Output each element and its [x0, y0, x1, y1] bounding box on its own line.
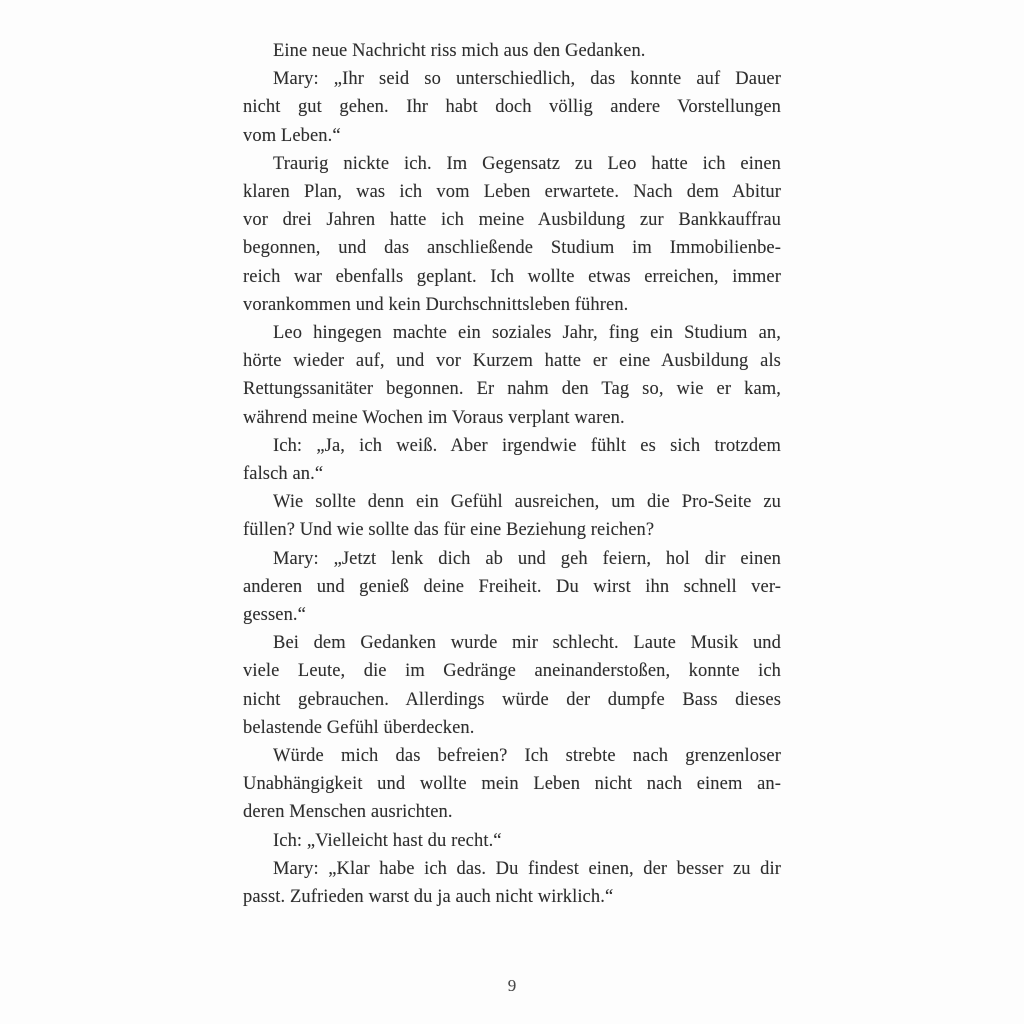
text-line: füllen? Und wie sollte das für eine Beziehung reichen?: [243, 520, 655, 541]
text-line: begonnen, und das anschließende Studium im Immobilienbe-: [243, 238, 781, 259]
text-line: Mary: „Jetzt lenk dich ab und geh feiern, hol dir einen: [273, 548, 781, 569]
paragraph: [243, 488, 781, 544]
text-line: Unabhängigkeit und wollte mein Leben nicht nach einem an-: [243, 774, 781, 795]
paragraph: [243, 827, 781, 855]
text-line: Wie sollte denn ein Gefühl ausreichen, um die Pro-Seite zu: [273, 492, 781, 513]
text-line: gessen.“: [243, 605, 306, 626]
text-line: passt. Zufrieden warst du ja auch nicht wirklich.“: [243, 887, 614, 908]
text-line: Bei dem Gedanken wurde mir schlecht. Laute Musik und: [273, 633, 781, 654]
text-line: hörte wieder auf, und vor Kurzem hatte er eine Ausbildung als: [243, 351, 781, 372]
text-line: nicht gut gehen. Ihr habt doch völlig andere Vorstellungen: [243, 97, 781, 118]
paragraph: [243, 629, 781, 742]
paragraph: [243, 150, 781, 319]
text-line: falsch an.“: [243, 464, 324, 485]
text-line: während meine Wochen im Voraus verplant waren.: [243, 407, 625, 428]
text-line: Eine neue Nachricht riss mich aus den Gedanken.: [273, 41, 646, 61]
paragraph: [243, 742, 781, 827]
text-line: anderen und genieß deine Freiheit. Du wirst ihn schnell ver-: [243, 576, 781, 597]
text-line: vor drei Jahren hatte ich meine Ausbildung zur Bankkauffrau: [243, 210, 781, 231]
text-line: Würde mich das befreien? Ich strebte nach grenzenloser: [273, 746, 781, 767]
text-line: Rettungssanitäter begonnen. Er nahm den Tag so, wie er kam,: [243, 379, 781, 400]
paragraph: [243, 432, 781, 488]
text-line: Leo hingegen machte ein soziales Jahr, fing ein Studium an,: [273, 323, 781, 344]
body-text: [243, 37, 781, 911]
text-line: deren Menschen ausrichten.: [243, 802, 453, 823]
text-line: viele Leute, die im Gedränge aneinanderstoßen, konnte ich: [243, 661, 781, 682]
text-line: vorankommen und kein Durchschnittsleben führen.: [243, 294, 629, 315]
text-line: nicht gebrauchen. Allerdings würde der dumpfe Bass dieses: [243, 689, 781, 710]
paragraph: [243, 545, 781, 630]
paragraph: [243, 855, 781, 911]
page-number: 9: [507, 976, 517, 995]
text-line: Ich: „Ja, ich weiß. Aber irgendwie fühlt es sich trotzdem: [273, 435, 781, 456]
text-line: Mary: „Ihr seid so unterschiedlich, das konnte auf Dauer: [273, 69, 781, 90]
text-line: reich war ebenfalls geplant. Ich wollte etwas erreichen, immer: [243, 266, 781, 287]
text-line: Mary: „Klar habe ich das. Du findest einen, der besser zu dir: [273, 858, 781, 879]
paragraph: [243, 37, 781, 65]
text-line: Traurig nickte ich. Im Gegensatz zu Leo hatte ich einen: [273, 153, 781, 174]
paragraph: [243, 319, 781, 432]
text-line: belastende Gefühl überdecken.: [243, 717, 475, 738]
text-line: vom Leben.“: [243, 125, 341, 146]
text-line: Ich: „Vielleicht hast du recht.“: [273, 830, 502, 851]
paragraph: [243, 65, 781, 150]
text-line: klaren Plan, was ich vom Leben erwartete. Nach dem Abitur: [243, 182, 781, 203]
